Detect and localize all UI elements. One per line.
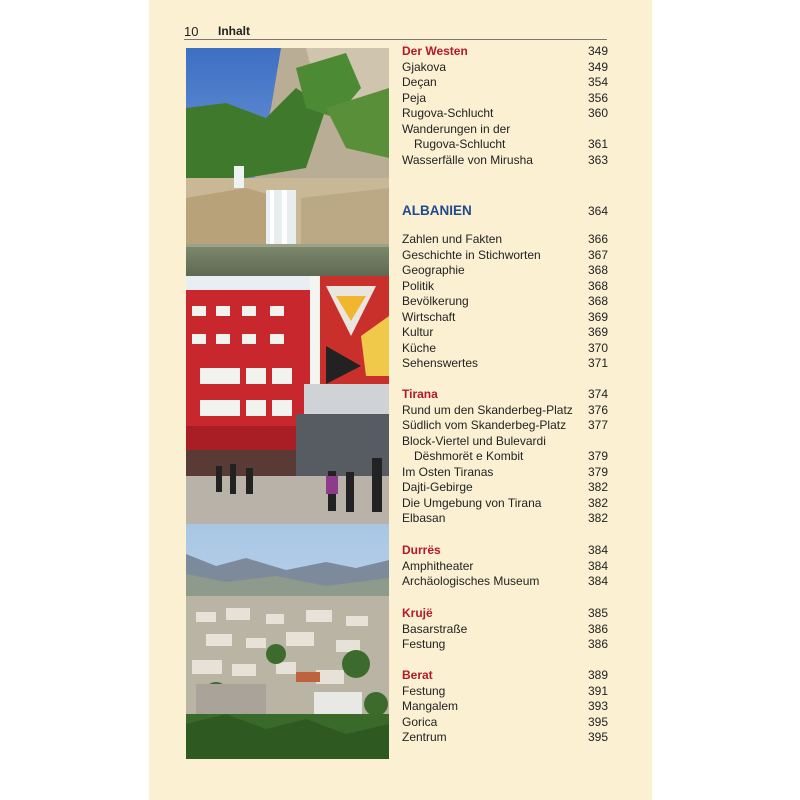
page-title: Inhalt [218,24,250,38]
toc-block-tirana [402,387,608,527]
toc-entry[interactable]: Sehenswertes 371 [402,356,608,370]
toc-block-westen [402,44,608,168]
toc-block-kruje [402,606,608,653]
toc-entry[interactable]: Geschichte in Stichworten 367 [402,247,608,262]
toc-entry[interactable]: Zahlen und Fakten 366 [402,232,608,246]
toc-entry[interactable]: Südlich vom Skanderbeg-Platz 377 [402,418,608,432]
toc-entry[interactable]: Im Osten Tiranas 379 [402,464,608,479]
waterfall-photo [186,48,389,276]
toc-entry[interactable]: Block-Viertel und Bulevardi [402,433,546,448]
toc-entry[interactable]: Küche 370 [402,340,608,355]
toc-entry[interactable]: Gjakova 349 [402,59,608,74]
toc-entry[interactable]: Kultur 369 [402,325,608,339]
toc-entry[interactable]: Geographie 368 [402,263,608,277]
toc-entry[interactable]: Politik 368 [402,278,608,293]
tirana-buildings-photo [186,276,389,524]
toc-entry[interactable]: Dëshmorët e Kombit 379 [414,449,608,463]
toc-country-heading[interactable]: ALBANIEN 364 [402,203,608,218]
toc-entry[interactable]: Festung 391 [402,683,608,698]
toc-entry[interactable]: Amphitheater 384 [402,558,608,573]
toc-entry[interactable]: Bevölkerung 368 [402,294,608,308]
header-rule [184,39,607,40]
toc-entry[interactable]: Wirtschaft 369 [402,309,608,324]
toc-block-allgemein [402,232,608,372]
toc-entry[interactable]: Rugova-Schlucht 361 [414,137,608,151]
toc-entry[interactable]: Krujë 385 [402,606,608,620]
toc-entry[interactable]: Basarstraße 386 [402,621,608,636]
toc-entry[interactable]: Rugova-Schlucht 360 [402,106,608,120]
toc-entry[interactable]: Berat 389 [402,668,608,682]
toc-block-berat [402,668,608,746]
toc-block-durres [402,543,608,590]
toc-entry[interactable]: Zentrum 395 [402,730,608,744]
berat-panorama-photo [186,524,389,759]
toc-entry[interactable]: Festung 386 [402,637,608,651]
toc-entry[interactable]: Rund um den Skanderbeg-Platz 376 [402,402,608,417]
toc-entry[interactable]: Mangalem 393 [402,699,608,713]
page-number: 10 [184,24,199,39]
toc-entry[interactable]: Dajti-Gebirge 382 [402,480,608,494]
toc-entry[interactable]: Deçan 354 [402,75,608,89]
toc-entry[interactable]: Wanderungen in der [402,121,511,136]
toc-block-albanien [402,202,608,220]
toc-entry[interactable]: Elbasan 382 [402,511,608,525]
toc-entry[interactable]: Archäologisches Museum 384 [402,574,608,588]
toc-entry[interactable]: Gorica 395 [402,714,608,729]
toc-entry[interactable]: Durrës 384 [402,543,608,557]
toc-entry[interactable]: Peja 356 [402,90,608,105]
toc-entry[interactable]: Wasserfälle von Mirusha 363 [402,152,608,167]
toc-entry[interactable]: Der Westen 349 [402,44,608,58]
toc-entry[interactable]: Tirana 374 [402,387,608,401]
toc-entry[interactable]: Die Umgebung von Tirana 382 [402,495,608,510]
